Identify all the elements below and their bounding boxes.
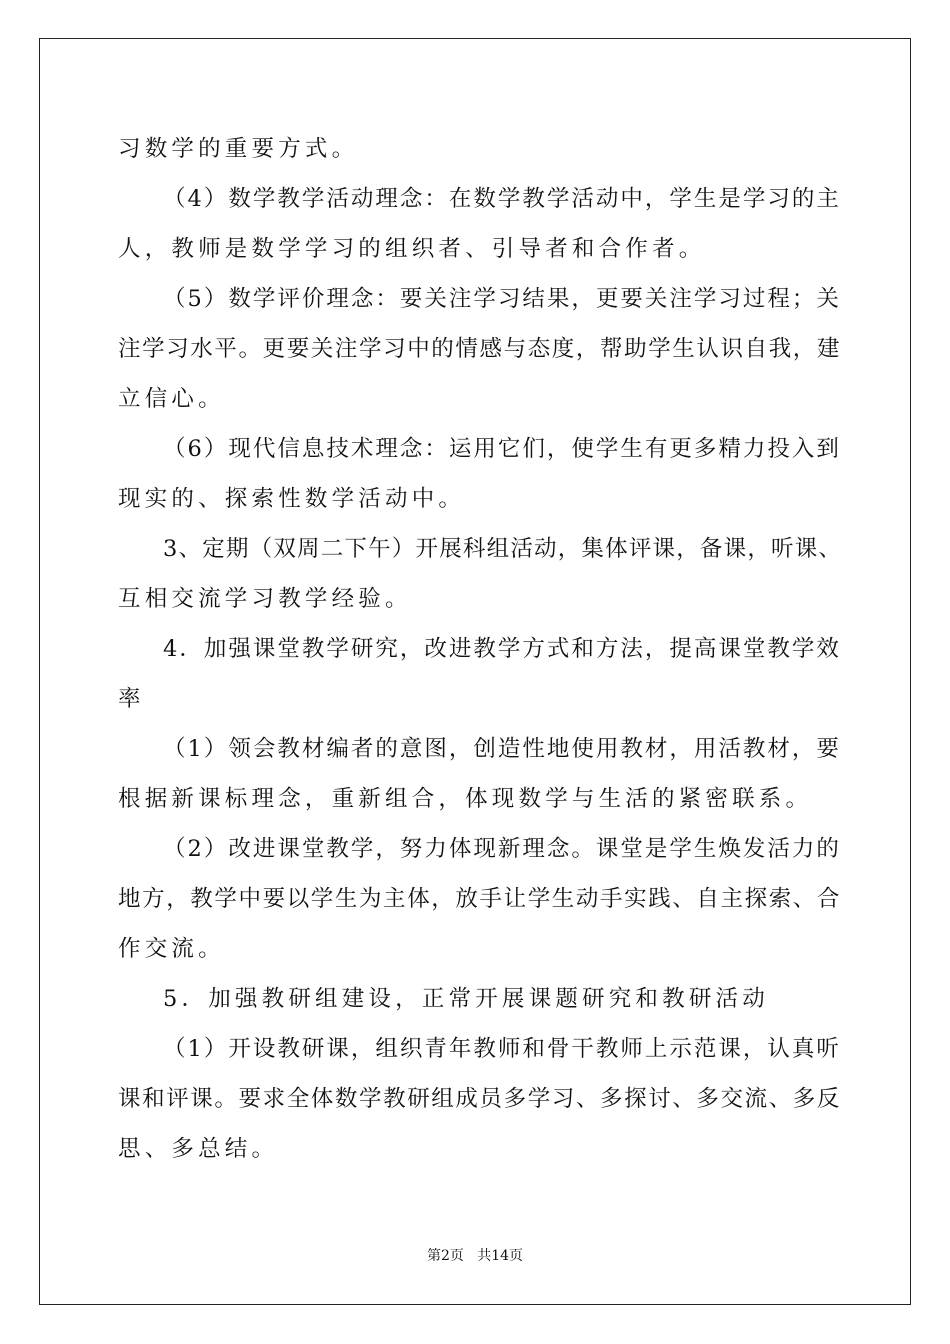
text-line: 课和评课。要求全体数学教研组成员多学习、多探讨、多交流、多反 [118, 1086, 842, 1112]
text-line: （4）数学教学活动理念：在数学教学活动中，学生是学习的主 [163, 186, 841, 212]
text-line: 思、多总结。 [118, 1136, 279, 1162]
text-line: （6）现代信息技术理念：运用它们，使学生有更多精力投入到 [163, 436, 841, 462]
page-border [39, 38, 911, 1305]
text-line: （1）领会教材编者的意图，创造性地使用教材，用活教材，要 [163, 736, 841, 762]
text-line: 地方，教学中要以学生为主体，放手让学生动手实践、自主探索、合 [118, 886, 842, 912]
text-line: 注学习水平。更要关注学习中的情感与态度，帮助学生认识自我，建 [118, 336, 842, 362]
text-line: 现实的、探索性数学活动中。 [118, 486, 466, 512]
text-line: 率 [118, 686, 145, 712]
text-line: 作交流。 [118, 936, 225, 962]
text-line: 互相交流学习教学经验。 [118, 586, 412, 612]
page-number-footer: 第2页 共14页 [426, 1248, 524, 1264]
text-line: 3、定期（双周二下午）开展科组活动，集体评课，备课，听课、 [163, 536, 843, 562]
text-line: 人，教师是数学学习的组织者、引导者和合作者。 [118, 236, 706, 262]
text-line: （2）改进课堂教学，努力体现新理念。课堂是学生焕发活力的 [163, 836, 841, 862]
text-line: 4．加强课堂教学研究，改进教学方式和方法，提高课堂教学效 [163, 636, 841, 662]
text-line: 根据新课标理念，重新组合，体现数学与生活的紧密联系。 [118, 786, 813, 812]
text-line: （1）开设教研课，组织青年教师和骨干教师上示范课，认真听 [163, 1036, 841, 1062]
text-line: 5．加强教研组建设，正常开展课题研究和教研活动 [163, 986, 769, 1012]
text-line: 立信心。 [118, 386, 225, 412]
text-line: （5）数学评价理念：要关注学习结果，更要关注学习过程；关 [163, 286, 841, 312]
text-line: 习数学的重要方式。 [118, 136, 359, 162]
